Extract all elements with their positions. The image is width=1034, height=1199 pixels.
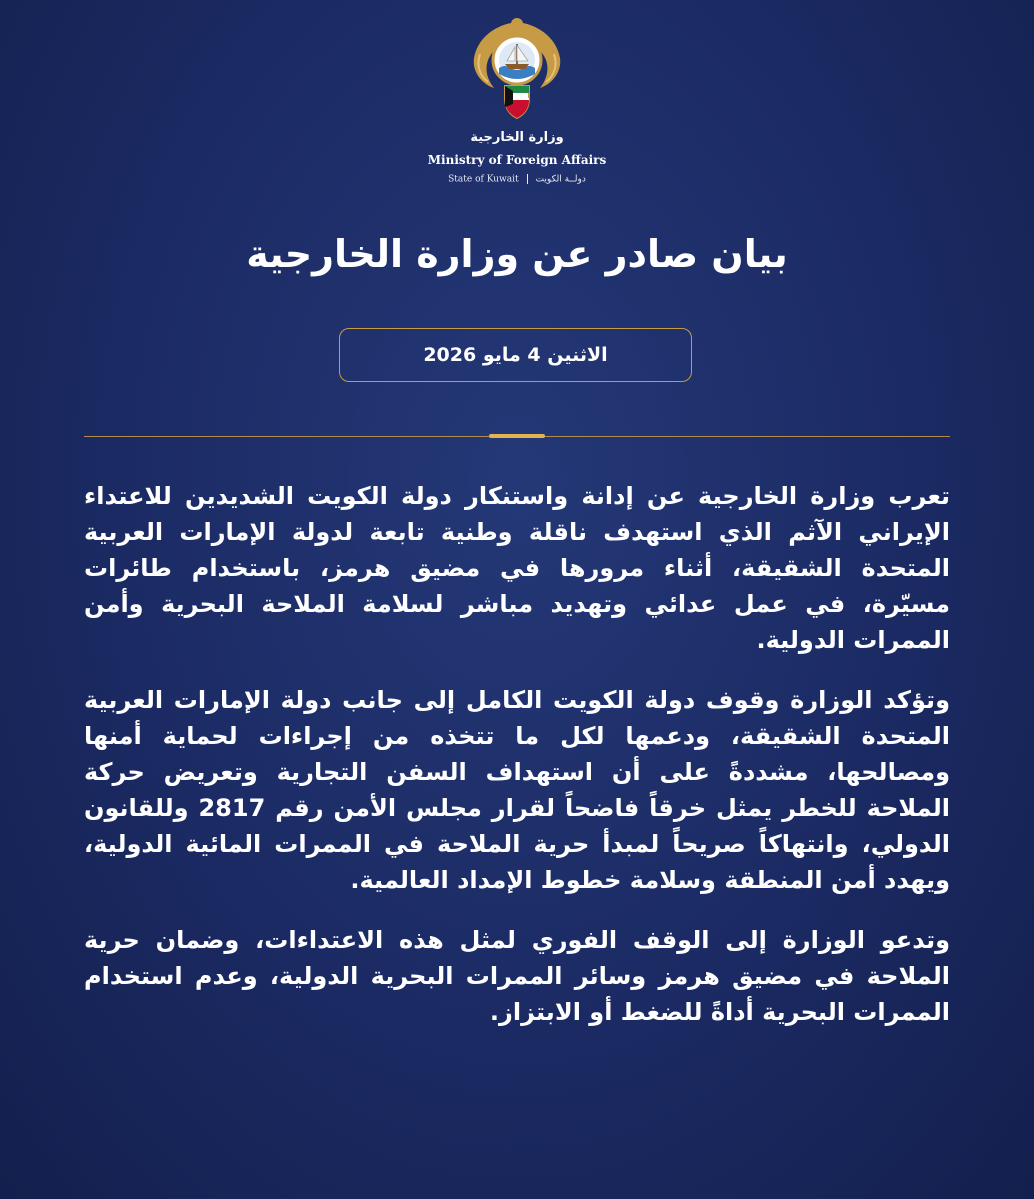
divider-accent bbox=[489, 434, 545, 438]
state-name-arabic: دولــة الكويت bbox=[535, 174, 586, 185]
paragraph: وتؤكد الوزارة وقوف دولة الكويت الكامل إلى جانب دولة الإمارات العربية المتحدة الشقيقة، ودعمها لكل ما تتخذه من إجراءات لحماية أمنها ومصالحها، مشددةً على أن استهداف السفن التجارية وتعريض حركة الملاحة للخطر يمثل خرقاً فاضحاً لقرار مجلس الأمن رقم 2817 وللقانون الدولي، وانتهاكاً صريحاً لمبدأ حرية الملاحة في الممرات المائية الدولية، ويهدد أمن المنطقة وسلامة خطوط الإمداد العالمية. bbox=[84, 686, 950, 894]
statement-title: بيان صادر عن وزارة الخارجية bbox=[246, 232, 788, 276]
date-box bbox=[339, 328, 692, 382]
ministry-name-arabic: وزارة الخارجية bbox=[470, 130, 564, 145]
statement-body bbox=[84, 478, 950, 1054]
state-line bbox=[0, 174, 1034, 185]
separator bbox=[527, 174, 528, 184]
ministry-name-english: Ministry of Foreign Affairs bbox=[427, 153, 607, 167]
kuwait-coat-of-arms-icon bbox=[468, 14, 566, 122]
paragraph: وتدعو الوزارة إلى الوقف الفوري لمثل هذه الاعتداءات، وضمان حرية الملاحة في مضيق هرمز وسائر الممرات البحرية الدولية، وعدم استخدام الممرات البحرية أداةً للضغط أو الابتزاز. bbox=[84, 926, 950, 1026]
state-name-english: State of Kuwait bbox=[448, 174, 519, 185]
paragraph: تعرب وزارة الخارجية عن إدانة واستنكار دولة الكويت الشديدين للاعتداء الإيراني الآثم الذي استهدف ناقلة وطنية تابعة لدولة الإمارات العربية المتحدة الشقيقة، أثناء مرورها في مضيق هرمز، باستخدام طائرات مسيّرة، في عمل عدائي وتهديد مباشر لسلامة الملاحة البحرية وأمن الممرات الدولية. bbox=[84, 482, 950, 654]
statement-date: الاثنين 4 مايو 2026 bbox=[423, 344, 608, 366]
